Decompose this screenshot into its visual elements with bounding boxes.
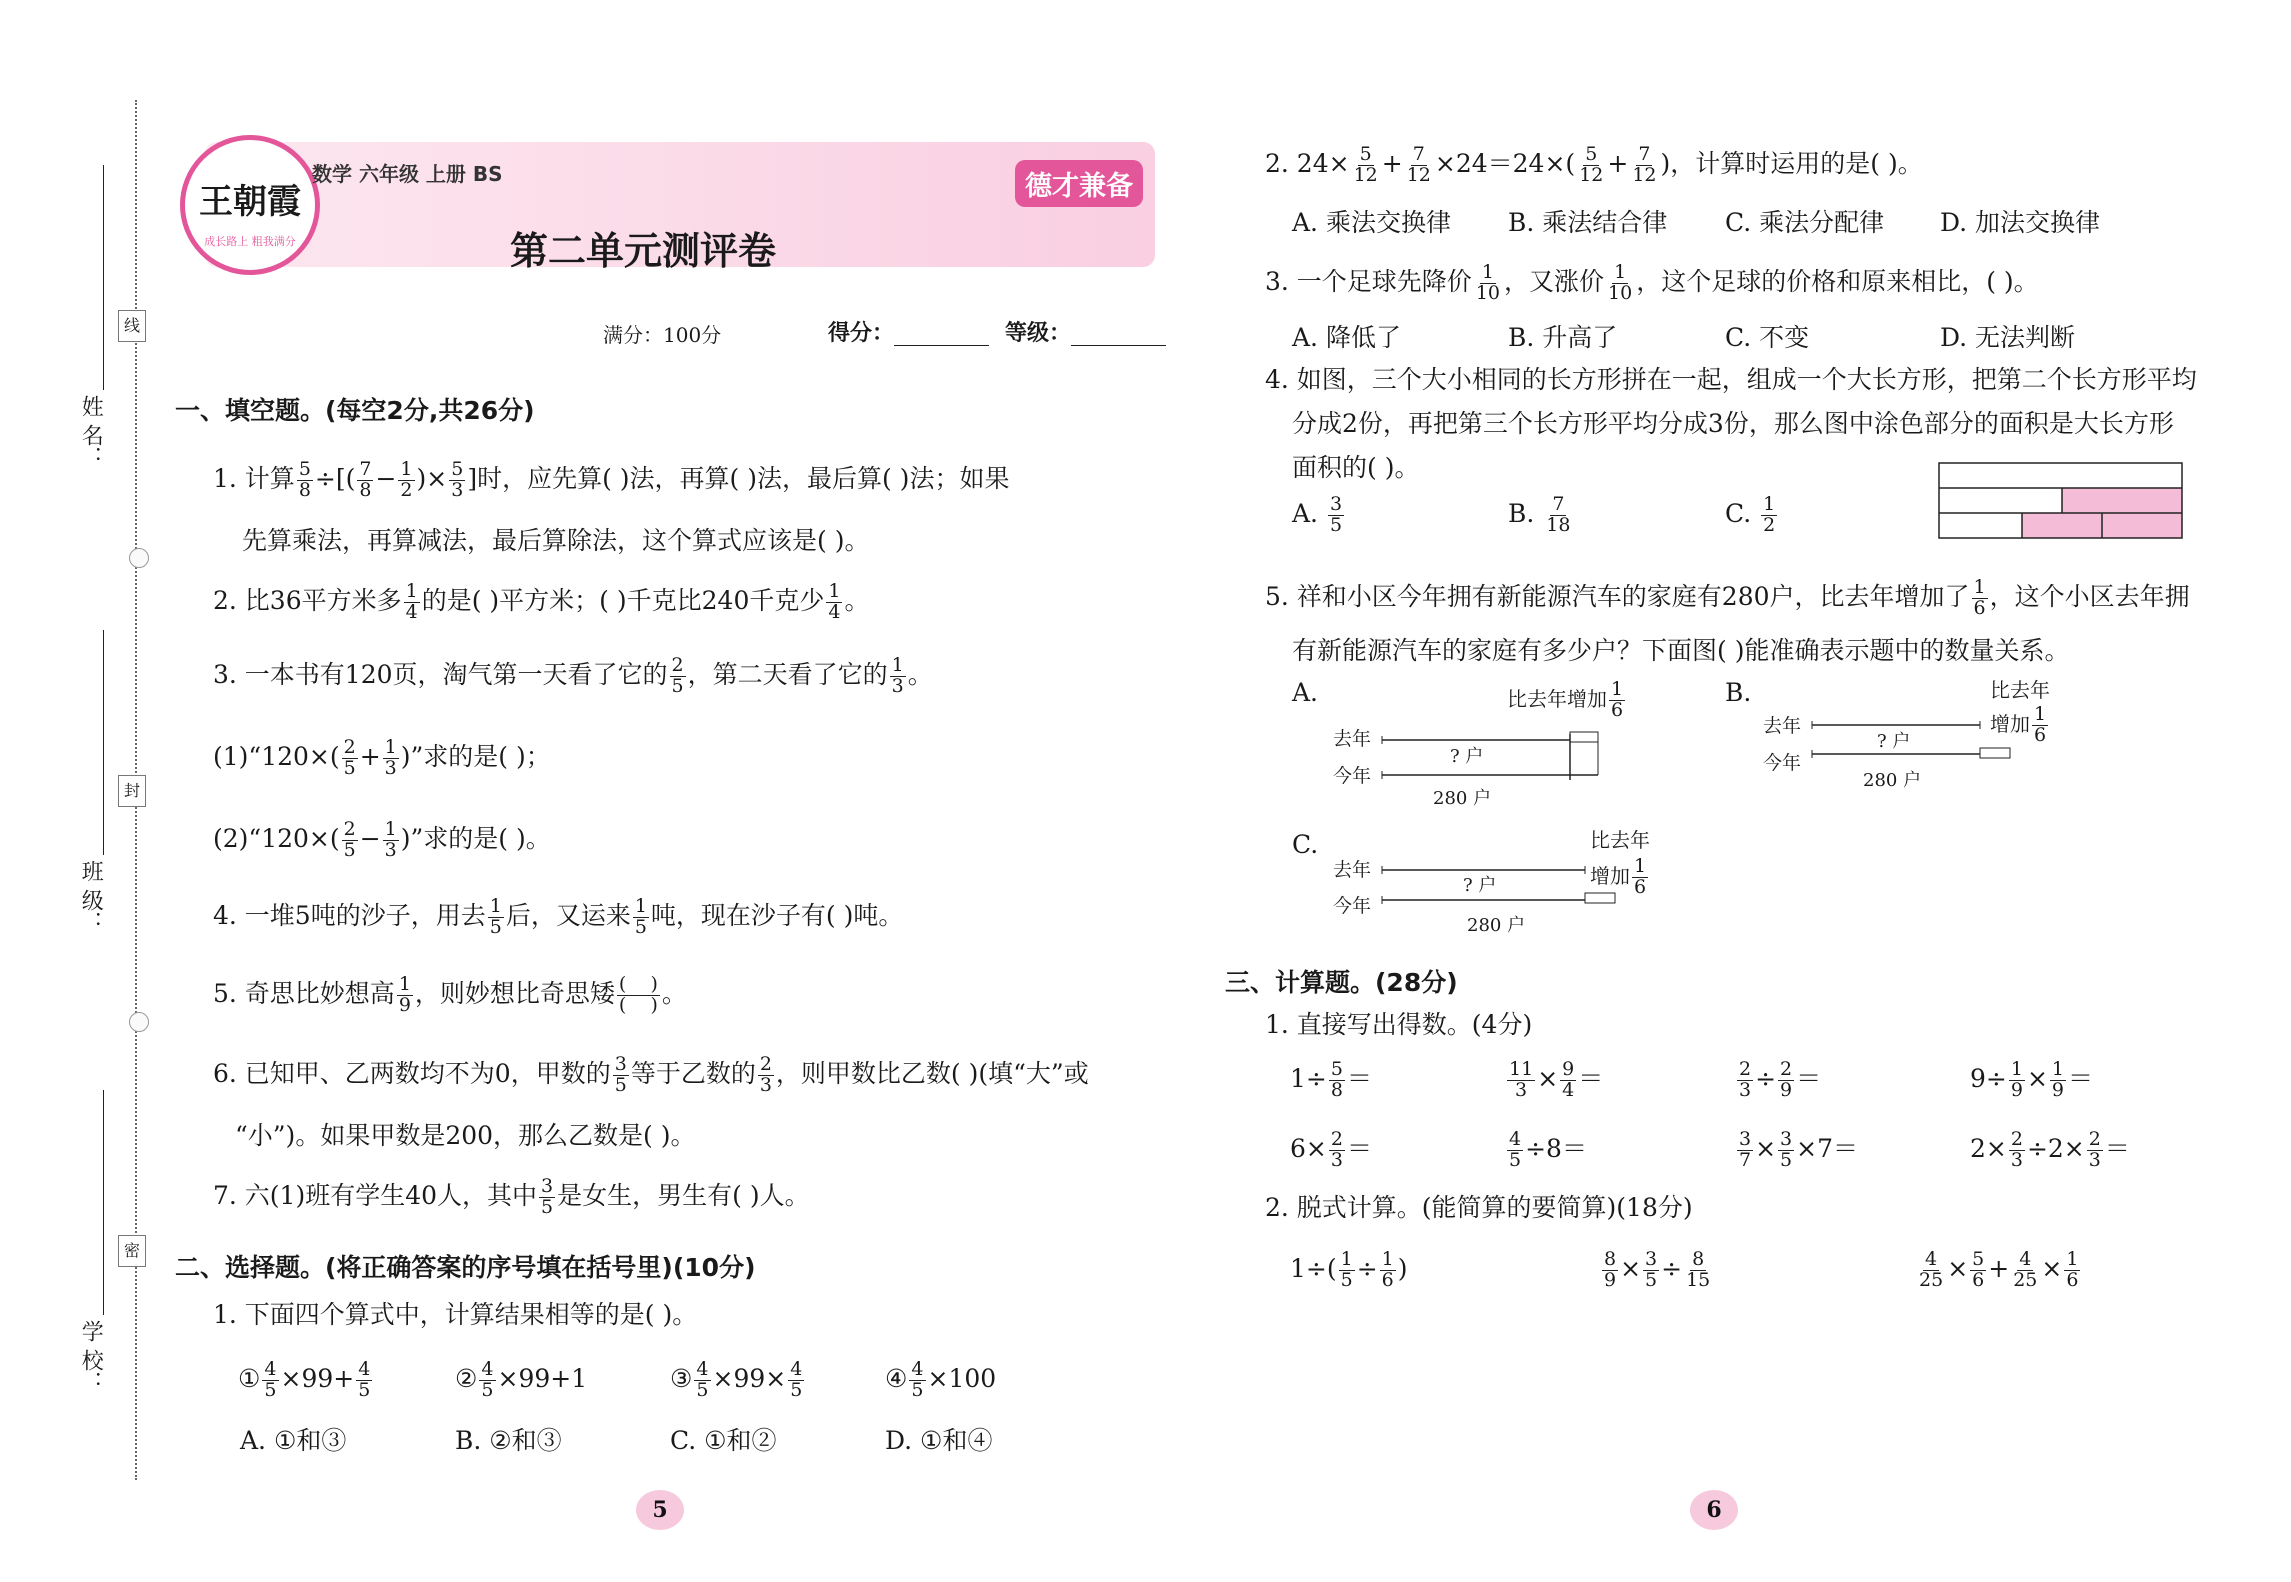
s2-q3-choice-b[interactable]: B. 升高了 bbox=[1508, 323, 1618, 352]
diagram-b-280: 280 户 bbox=[1863, 770, 1922, 791]
page-title: 第二单元测评卷 bbox=[510, 229, 777, 273]
page-number-left: 5 bbox=[636, 1490, 684, 1530]
diagram-a-280: 280 户 bbox=[1433, 788, 1492, 809]
s2-q3-choice-a[interactable]: A. 降低了 bbox=[1292, 323, 1401, 352]
name-label: 姓 名： bbox=[78, 395, 104, 468]
s2-q1-choice-a[interactable]: A. ①和③ bbox=[240, 1426, 347, 1455]
s2-q1-opt1: ① $\frac{4}{5}$ ×99+ $\frac{4}{5}$ bbox=[238, 1358, 371, 1401]
calc-2: $\frac{11}{3}$ × $\frac{9}{4}$ ＝ bbox=[1509, 1058, 1604, 1101]
s3-q2: 2. 脱式计算。(能简算的要简算)(18分) bbox=[1265, 1193, 1693, 1222]
s2-q1-choice-c[interactable]: C. ①和② bbox=[670, 1426, 777, 1455]
full-score: 满分：100分 bbox=[603, 323, 722, 347]
s2-q4-choice-b[interactable]: B. $\frac{7}{18}$ bbox=[1508, 493, 1571, 536]
s2-q2-choice-a[interactable]: A. 乘法交换律 bbox=[1292, 208, 1451, 237]
s2-q2-choice-b[interactable]: B. 乘法结合律 bbox=[1508, 208, 1668, 237]
s2-q1: 1. 下面四个算式中，计算结果相等的是( )。 bbox=[213, 1300, 698, 1329]
logo-text: 王朝霞 bbox=[199, 182, 301, 222]
s2-q5-line2: 有新能源汽车的家庭有多少户？下面图( )能准确表示题中的数量关系。 bbox=[1292, 636, 2070, 665]
section1-heading: 一、填空题。(每空2分,共26分) bbox=[175, 396, 535, 425]
rectangle-figure bbox=[1938, 462, 2183, 540]
s1-q5: 5. 奇思比妙想高 $\frac{1}{9}$ ，则妙想比奇思矮 ( ) ( ) 。 bbox=[213, 973, 687, 1016]
calc-1: 1÷ $\frac{5}{8}$ ＝ bbox=[1290, 1058, 1372, 1101]
s1-q1-line2: 先算乘法，再算减法，最后算除法，这个算式应该是( )。 bbox=[242, 526, 870, 555]
diagram-b-unknown: ? 户 bbox=[1877, 731, 1911, 752]
calc-9: 1÷( $\frac{1}{5}$ ÷ $\frac{1}{6}$ ) bbox=[1290, 1248, 1408, 1291]
diagram-a-lastyear: 去年 bbox=[1333, 728, 1372, 750]
calc-4: 9÷ $\frac{1}{9}$ × $\frac{1}{9}$ ＝ bbox=[1970, 1058, 2094, 1101]
s1-q3-2: (2)“120×( $\frac{2}{5}$ − $\frac{1}{3}$ )”求的是( )。 bbox=[213, 818, 551, 861]
diagram-c-bars bbox=[1380, 855, 1620, 910]
s1-q1: 1. 计算 $\frac{5}{8}$ ÷[( $\frac{7}{8}$ − $\frac{1}{2}$ )× $\frac{5}{3}$ ]时，应先算( )法，再算( )法，最后算( )法；如果 bbox=[213, 458, 1010, 501]
s2-q4-choice-c[interactable]: C. $\frac{1}{2}$ bbox=[1725, 493, 1776, 536]
diagram-c-label[interactable]: C. bbox=[1292, 830, 1319, 859]
s2-q3-choice-d[interactable]: D. 无法判断 bbox=[1940, 323, 2076, 352]
binding-hole bbox=[129, 548, 149, 568]
binding-feng: 封 bbox=[118, 775, 146, 807]
diagram-c-280: 280 户 bbox=[1467, 915, 1526, 936]
s2-q1-opt4: ④ $\frac{4}{5}$ ×100 bbox=[885, 1358, 997, 1401]
s2-q4-line2: 分成2份，再把第三个长方形平均分成3份，那么图中涂色部分的面积是大长方形 bbox=[1292, 409, 2174, 438]
s2-q3-choice-c[interactable]: C. 不变 bbox=[1725, 323, 1810, 352]
section3-heading: 三、计算题。(28分) bbox=[1225, 968, 1458, 997]
diagram-a-label[interactable]: A. bbox=[1292, 678, 1319, 707]
name-blank[interactable] bbox=[103, 165, 104, 390]
s2-q4-line1: 4. 如图，三个大小相同的长方形拼在一起，组成一个大长方形，把第二个长方形平均 bbox=[1265, 365, 2197, 394]
binding-mi: 密 bbox=[118, 1235, 146, 1267]
binding-hole bbox=[129, 1012, 149, 1032]
diagram-a-increase: 比去年增加 $\frac{1}{6}$ bbox=[1507, 678, 1624, 721]
score-blank[interactable] bbox=[894, 323, 989, 346]
s1-q2: 2. 比36平方米多 $\frac{1}{4}$ 的是( )平方米；( )千克比240千克少 $\frac{1}{4}$ 。 bbox=[213, 580, 870, 623]
diagram-c-thisyear: 今年 bbox=[1333, 895, 1372, 917]
s2-q1-opt2: ② $\frac{4}{5}$ ×99+1 bbox=[455, 1358, 588, 1401]
s1-q3-1: (1)“120×( $\frac{2}{5}$ + $\frac{1}{3}$ )”求的是( )； bbox=[213, 736, 551, 779]
calc-6: $\frac{4}{5}$ ÷8＝ bbox=[1509, 1128, 1587, 1171]
calc-11: $\frac{4}{25}$ × $\frac{5}{6}$ + $\frac{4}{25}$ × $\frac{1}{6}$ bbox=[1919, 1248, 2079, 1291]
calc-7: $\frac{3}{7}$ × $\frac{3}{5}$ ×7＝ bbox=[1739, 1128, 1858, 1171]
book-info: 数学 六年级 上册 BS bbox=[312, 162, 503, 186]
s2-q2-choice-c[interactable]: C. 乘法分配律 bbox=[1725, 208, 1885, 237]
diagram-b-lastyear: 去年 bbox=[1763, 715, 1802, 737]
diagram-a-bars bbox=[1380, 720, 1600, 790]
diagram-b-zj: 增加 $\frac{1}{6}$ bbox=[1990, 703, 2047, 746]
s2-q4-choice-a[interactable]: A. $\frac{3}{5}$ bbox=[1292, 493, 1343, 536]
diagram-c-zj: 增加 $\frac{1}{6}$ bbox=[1590, 855, 1647, 898]
grade-label: 等级： bbox=[1005, 323, 1166, 346]
diagram-c-unknown: ? 户 bbox=[1463, 875, 1497, 896]
calc-10: $\frac{8}{9}$ × $\frac{3}{5}$ ÷ $\frac{8}{15}$ bbox=[1604, 1248, 1711, 1291]
s3-q1: 1. 直接写出得数。(4分) bbox=[1265, 1010, 1533, 1039]
badge-text: 德才兼备 bbox=[1015, 160, 1143, 207]
grade-blank[interactable] bbox=[1071, 323, 1166, 346]
s2-q1-choice-b[interactable]: B. ②和③ bbox=[455, 1426, 562, 1455]
diagram-a-thisyear: 今年 bbox=[1333, 765, 1372, 787]
diagram-b-thisyear: 今年 bbox=[1763, 752, 1802, 774]
class-blank[interactable] bbox=[103, 630, 104, 855]
s1-q3: 3. 一本书有120页，淘气第一天看了它的 $\frac{2}{5}$ ，第二天看了它的 $\frac{1}{3}$ 。 bbox=[213, 654, 933, 697]
s2-q2: 2. 24× $\frac{5}{12}$ + $\frac{7}{12}$ ×24＝24×( $\frac{5}{12}$ + $\frac{7}{12}$ )，计算时运用的是( )。 bbox=[1265, 143, 1923, 186]
s2-q1-opt3: ③ $\frac{4}{5}$ ×99× $\frac{4}{5}$ bbox=[670, 1358, 803, 1401]
score-label: 得分： bbox=[828, 323, 989, 346]
school-label: 学 校： bbox=[78, 1320, 104, 1393]
s2-q1-choice-d[interactable]: D. ①和④ bbox=[885, 1426, 993, 1455]
s1-q6-line2: “小”)。如果甲数是200，那么乙数是( )。 bbox=[235, 1121, 696, 1150]
diagram-c-bqn: 比去年 bbox=[1590, 828, 1650, 852]
s2-q2-choice-d[interactable]: D. 加法交换律 bbox=[1940, 208, 2101, 237]
s1-q6: 6. 已知甲、乙两数均不为0，甲数的 $\frac{3}{5}$ 等于乙数的 $\frac{2}{3}$ ，则甲数比乙数( )(填“大”或 bbox=[213, 1053, 1089, 1096]
binding-xian: 线 bbox=[118, 310, 146, 342]
s2-q3: 3. 一个足球先降价 $\frac{1}{10}$ ，又涨价 $\frac{1}{10}$ ，这个足球的价格和原来相比，( )。 bbox=[1265, 261, 2039, 304]
page-number-right: 6 bbox=[1690, 1490, 1738, 1530]
answer-fraction[interactable]: ( ) ( ) bbox=[618, 973, 658, 1016]
logo-slogan: 成长路上 粗我满分 bbox=[204, 235, 296, 248]
logo-badge bbox=[180, 135, 320, 275]
diagram-b-label[interactable]: B. bbox=[1725, 678, 1752, 707]
diagram-a-unknown: ? 户 bbox=[1450, 746, 1484, 767]
s2-q4-line3: 面积的( )。 bbox=[1292, 453, 1420, 482]
calc-8: 2× $\frac{2}{3}$ ÷2× $\frac{2}{3}$ ＝ bbox=[1970, 1128, 2130, 1171]
s1-q4: 4. 一堆5吨的沙子，用去 $\frac{1}{5}$ 后，又运来 $\frac{1}{5}$ 吨，现在沙子有( )吨。 bbox=[213, 895, 904, 938]
diagram-b-bqn: 比去年 bbox=[1990, 678, 2050, 702]
calc-3: $\frac{2}{3}$ ÷ $\frac{2}{9}$ ＝ bbox=[1739, 1058, 1822, 1101]
class-label: 班 级： bbox=[78, 860, 104, 933]
section2-heading: 二、选择题。(将正确答案的序号填在括号里)(10分) bbox=[175, 1253, 756, 1282]
s1-q7: 7. 六(1)班有学生40人，其中 $\frac{3}{5}$ 是女生，男生有( )人。 bbox=[213, 1175, 810, 1218]
diagram-b-bars bbox=[1810, 710, 2020, 765]
s2-q5-line1: 5. 祥和小区今年拥有新能源汽车的家庭有280户，比去年增加了 $\frac{1}{6}$ ，这个小区去年拥 bbox=[1265, 576, 2190, 619]
diagram-c-lastyear: 去年 bbox=[1333, 859, 1372, 881]
school-blank[interactable] bbox=[103, 1090, 104, 1315]
calc-5: 6× $\frac{2}{3}$ ＝ bbox=[1290, 1128, 1372, 1171]
